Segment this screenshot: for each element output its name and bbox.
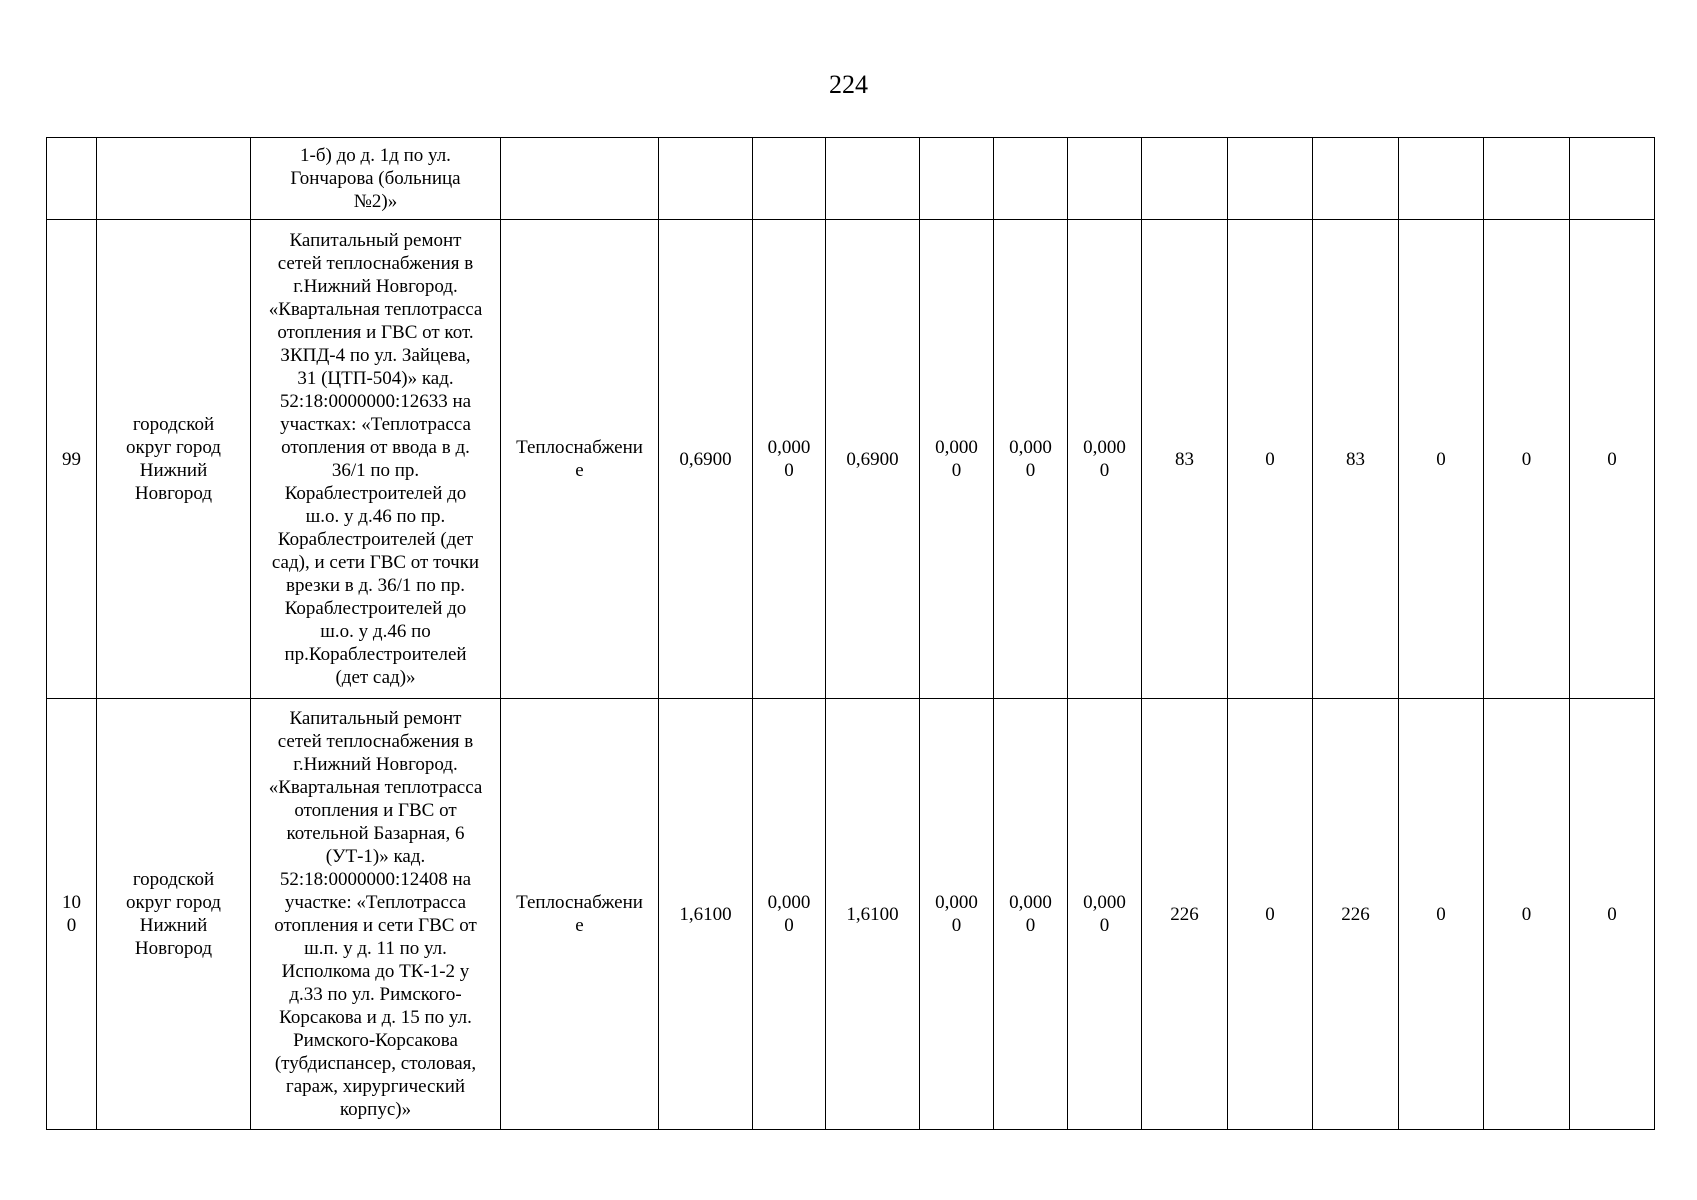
cell-value-8 <box>1228 138 1313 220</box>
cell-value-12 <box>1570 138 1655 220</box>
page-number: 224 <box>829 70 868 99</box>
cell-description: Капитальный ремонт сетей теплоснабжения в г.Нижний Новгород. «Квартальная теплотрасса отопления и ГВС от котельной Базарная, 6 (УТ-1)» кад. 52:18:0000000:12408 на участке: «Теплотрасса отопления и сети ГВС от ш.п. у д. 11 по ул. Исполкома до ТК-1-2 у д.33 по ул. Римского- Корсакова и д. 15 по ул. Римского-Корсакова (тубдиспансер, столовая, гараж, хирургический корпус)» <box>251 699 501 1130</box>
cell-value-7: 226 <box>1142 699 1228 1130</box>
cell-value-8: 0 <box>1228 220 1313 699</box>
cell-value-7: 83 <box>1142 220 1228 699</box>
cell-value-4 <box>920 138 994 220</box>
table-row <box>47 138 1655 220</box>
cell-value-6: 0,000 0 <box>1068 220 1142 699</box>
cell-municipality: городской округ город Нижний Новгород <box>97 220 251 699</box>
cell-value-10: 0 <box>1399 699 1484 1130</box>
cell-type: Теплоснабжени е <box>501 699 659 1130</box>
cell-value-1 <box>659 138 753 220</box>
cell-value-3: 0,6900 <box>826 220 920 699</box>
cell-value-1: 0,6900 <box>659 220 753 699</box>
cell-value-11: 0 <box>1484 699 1570 1130</box>
cell-value-4: 0,000 0 <box>920 220 994 699</box>
cell-value-10: 0 <box>1399 220 1484 699</box>
cell-value-5: 0,000 0 <box>994 699 1068 1130</box>
cell-description: Капитальный ремонт сетей теплоснабжения в г.Нижний Новгород. «Квартальная теплотрасса отопления и ГВС от кот. ЗКПД-4 по ул. Зайцева, 31 (ЦТП-504)» кад. 52:18:0000000:12633 на участках: «Теплотрасса отопления от ввода в д. 36/1 по пр. Кораблестроителей до ш.о. у д.46 по пр. Кораблестроителей (дет сад), и сети ГВС от точки врезки в д. 36/1 по пр. Кораблестроителей до ш.о. у д.46 по пр.Кораблестроителей (дет сад)» <box>251 220 501 699</box>
cell-value-3 <box>826 138 920 220</box>
cell-value-2: 0,000 0 <box>753 220 826 699</box>
cell-value-2 <box>753 138 826 220</box>
cell-value-9: 226 <box>1313 699 1399 1130</box>
cell-value-11: 0 <box>1484 220 1570 699</box>
cell-value-6 <box>1068 138 1142 220</box>
cell-value-11 <box>1484 138 1570 220</box>
cell-value-7 <box>1142 138 1228 220</box>
cell-value-9 <box>1313 138 1399 220</box>
cell-value-12: 0 <box>1570 220 1655 699</box>
cell-number <box>47 138 97 220</box>
table-row <box>47 699 1655 1130</box>
cell-value-2: 0,000 0 <box>753 699 826 1130</box>
cell-value-3: 1,6100 <box>826 699 920 1130</box>
cell-description: 1-б) до д. 1д по ул. Гончарова (больница №2)» <box>251 138 501 220</box>
data-table <box>46 137 1655 1130</box>
cell-value-4: 0,000 0 <box>920 699 994 1130</box>
cell-value-9: 83 <box>1313 220 1399 699</box>
cell-value-6: 0,000 0 <box>1068 699 1142 1130</box>
cell-value-10 <box>1399 138 1484 220</box>
cell-number: 10 0 <box>47 699 97 1130</box>
cell-type: Теплоснабжени е <box>501 220 659 699</box>
cell-municipality <box>97 138 251 220</box>
cell-type <box>501 138 659 220</box>
cell-value-5: 0,000 0 <box>994 220 1068 699</box>
cell-number: 99 <box>47 220 97 699</box>
table-row <box>47 220 1655 699</box>
cell-value-5 <box>994 138 1068 220</box>
cell-value-1: 1,6100 <box>659 699 753 1130</box>
cell-municipality: городской округ город Нижний Новгород <box>97 699 251 1130</box>
cell-value-12: 0 <box>1570 699 1655 1130</box>
cell-value-8: 0 <box>1228 699 1313 1130</box>
